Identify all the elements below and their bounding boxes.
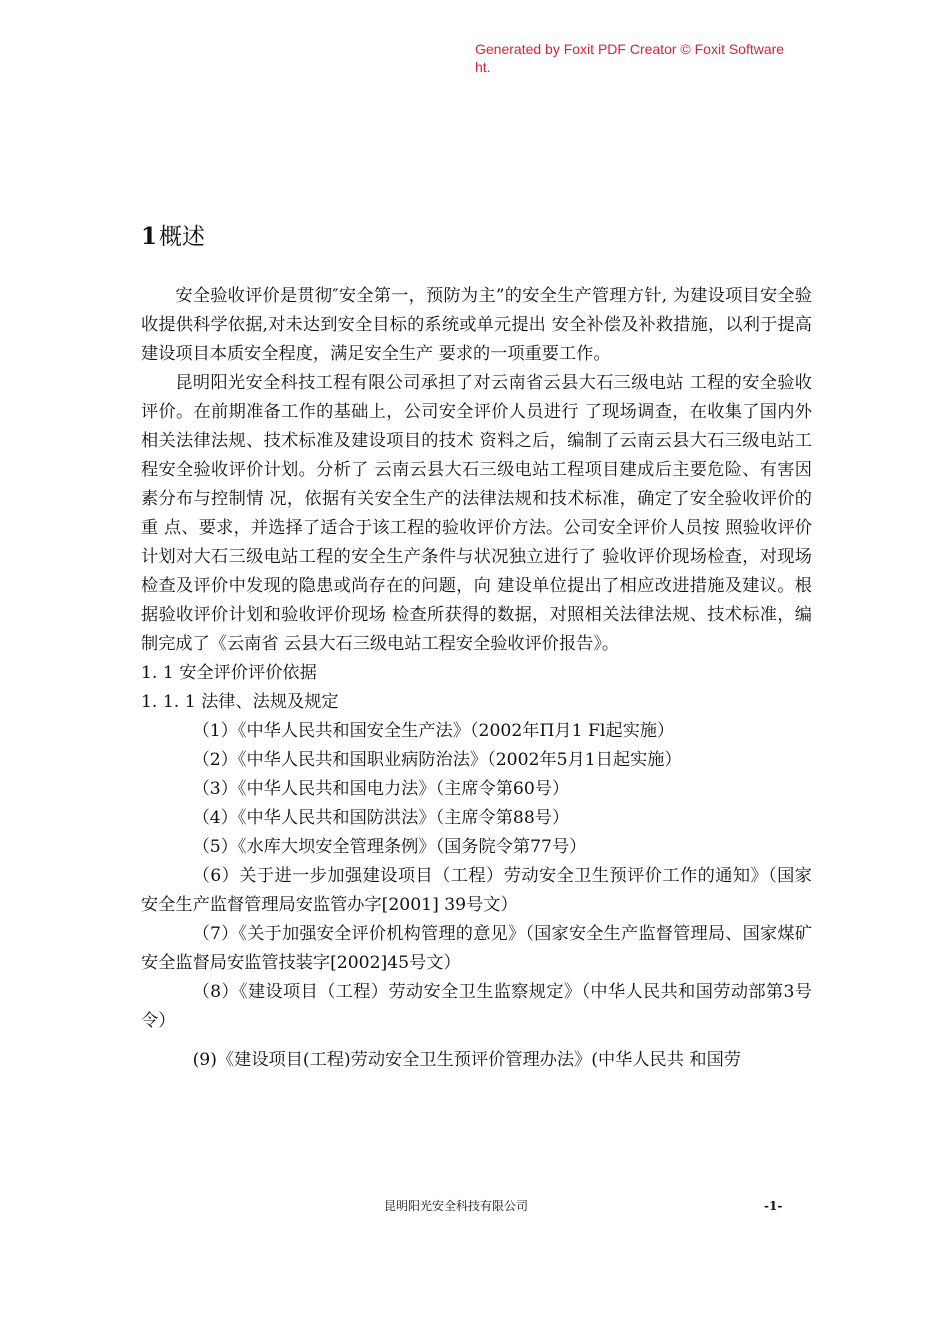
footer-company: 昆明阳光安全科技有限公司 [384, 1199, 529, 1213]
heading-title: 概述 [159, 224, 206, 250]
list-item: （6）关于进一步加强建设项目（工程）劳动安全卫生预评价工作的通知》（国家安全生产监督管理局安监管办字[2001] 39号文） [141, 866, 812, 915]
list-item: （5）《水库大坝安全管理条例》（国务院令第77号） [192, 837, 587, 857]
watermark-line-1: Generated by Foxit PDF Creator © Foxit Software [475, 41, 785, 57]
list-item: （2）《中华人民共和国职业病防治法》（2002年5月1日起实施） [192, 750, 682, 770]
pdf-creator-watermark [475, 40, 835, 76]
watermark-line-2: ht. [475, 59, 491, 75]
list-item: （4）《中华人民共和国防洪法》（主席令第88号） [192, 808, 570, 828]
document-body [141, 282, 812, 1075]
page-number: -1- [764, 1199, 783, 1213]
heading-number: 1 [141, 223, 158, 250]
list-item: （8）《建设项目（工程）劳动安全卫生监察规定》（中华人民共和国劳动部第3号令） [141, 982, 812, 1031]
list-item: （1）《中华人民共和国安全生产法》（2002年Π月1 Fl起实施） [192, 721, 675, 741]
intro-paragraph: 安全验收评价是贯彻″安全第一，预防为主”的安全生产管理方针, 为建设项目安全验收提供科学依据,对未达到安全目标的系统或单元提出 安全补偿及补救措施，以利于提高建设项目本质安全程度，满足安全生产 要求的一项重要工作。 [141, 286, 812, 364]
section-heading [141, 222, 205, 252]
subsection-heading: 1. 1 安全评价评价依据 [141, 663, 317, 683]
sub-subsection-heading: 1. 1. 1 法律、法规及规定 [141, 692, 339, 712]
company-paragraph: 昆明阳光安全科技工程有限公司承担了对云南省云县大石三级电站 工程的安全验收评价。在前期准备工作的基础上，公司安全评价人员进行 了现场调查，在收集了国内外相关法律法规、技术标准及建设项目的技术 资料之后，编制了云南云县大石三级电站工程安全验收评价计划。分析了 云南云县大石三级电站工程项目建成后主要危险、有害因素分布与控制情 况，依据有关安全生产的法律法规和技术标准，确定了安全验收评价的重 点、要求，并选择了适合于该工程的验收评价方法。公司安全评价人员按 照验收评价计划对大石三级电站工程的安全生产条件与状况独立进行了 验收评价现场检查，对现场检查及评价中发现的隐患或尚存在的问题，向 建设单位提出了相应改进措施及建议。根据验收评价计划和验收评价现场 检查所获得的数据，对照相关法律法规、技术标准，编制完成了《云南省 云县大石三级电站工程安全验收评价报告》。 [141, 373, 812, 654]
list-item: （3）《中华人民共和国电力法》（主席令第60号） [192, 779, 570, 799]
list-item: (9)《建设项目(工程)劳动安全卫生预评价管理办法》(中华人民共 和国劳 [192, 1050, 741, 1070]
list-item: （7）《关于加强安全评价机构管理的意见》（国家安全生产监督管理局、国家煤矿安全监督局安监管技装字[2002]45号文） [141, 924, 812, 973]
